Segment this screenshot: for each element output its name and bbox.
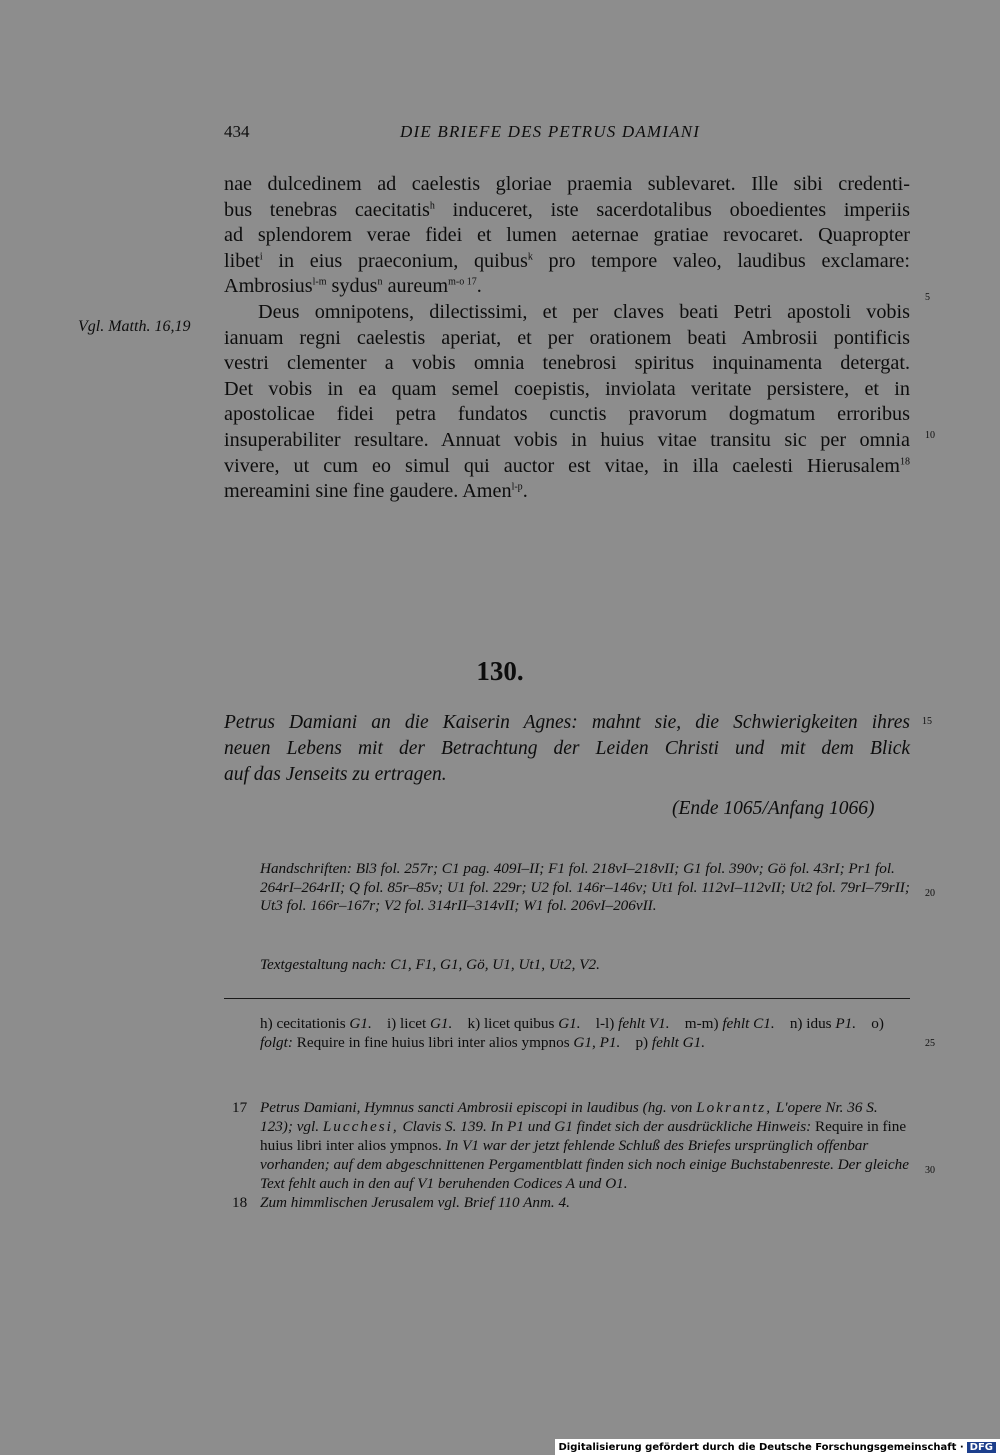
- body-line: ad splendorem verae fidei et lumen aeternae gratiae revocaret. Quapropter: [224, 224, 910, 247]
- line-number: 15: [922, 716, 932, 727]
- body-line: libet$^i$ in eius praeconium, quibus$^k$ pro tempore valeo, laudibus exclamare:: [224, 249, 910, 272]
- letter-summary: [224, 710, 910, 788]
- footnote-18: 18 Zum himmlischen Jerusalem vgl. Brief 110 Anm. 4.: [232, 1194, 570, 1211]
- summary-line: neuen Lebens mit der Betrachtung der Leiden Christi und mit dem Blick: [224, 738, 910, 759]
- body-line: Ambrosius$^{l-m}$ sydus$^n$ aureum$^{m-o 17}$.: [224, 275, 482, 298]
- letter-date: (Ende 1065/Anfang 1066): [672, 798, 875, 819]
- page-number: 434: [224, 122, 250, 141]
- text-basis: Textgestaltung nach: C1, F1, G1, Gö, U1, Ut1, Ut2, V2.: [260, 956, 600, 973]
- critical-apparatus: h) cecitationis G1. i) licet G1. k) licet quibus G1. l-l) fehlt V1. m-m) fehlt C1. n) idus P1. o) folgt: Require in fine huius libri inter alios ympnos G1, P1. p) fehlt G1.: [260, 1015, 884, 1051]
- body-line: apostolicae fidei petra fundatos cunctis pravorum dogmatum erroribus: [224, 403, 910, 426]
- line-number: 30: [925, 1165, 935, 1176]
- body-line: Det vobis in ea quam semel coepistis, inviolata veritate persistere, et in: [224, 377, 910, 400]
- footnote-17: 17 Petrus Damiani, Hymnus sancti Ambrosii episcopi in laudibus (hg. von Lokrantz, L'opere Nr. 36 S. 123); vgl. Lucchesi, Clavis S. 139. In P1 und G1 findet sich der ausdrückliche Hinweis: Require in fine huius libri inter alios ympnos. In V1 war der jetzt fehlende Schluß des Briefes ursprünglich offenbar vorhanden; auf dem abgeschnittenen Pergamentblatt finden sich noch einige Buchstabenreste. Der gleiche Text fehlt auch in den auf V1 beruhenden Codices A und O1.: [232, 1099, 909, 1192]
- body-line: bus tenebras caecitatis$^h$ induceret, iste sacerdotalibus oboedientes imperiis: [224, 198, 910, 221]
- footnote-divider: [224, 998, 910, 999]
- body-line: insuperabiliter resultare. Annuat vobis in huius vitae transitu sic per omnia: [224, 428, 910, 451]
- body-line: ianuam regni caelestis aperiat, et per orationem beati Ambrosii pontificis: [224, 326, 910, 349]
- summary-line: Petrus Damiani an die Kaiserin Agnes: mahnt sie, die Schwierigkeiten ihres: [224, 712, 910, 733]
- manuscripts-list: Handschriften: Bl3 fol. 257r; C1 pag. 409I–II; F1 fol. 218vI–218vII; G1 fol. 390v; Gö fol. 43rI; Pr1 fol. 264rI–264rII; Q fol. 85r–85v; U1 fol. 229r; U2 fol. 146r–146v; Ut1 fol. 112vI–112vII; Ut2 fol. 79rI–79rII; Ut3 fol. 166r–167r; V2 fol. 314rII–314vII; W1 fol. 206vI–206vII.: [260, 860, 910, 914]
- running-title: DIE BRIEFE DES PETRUS DAMIANI: [400, 122, 701, 141]
- line-number: 25: [925, 1038, 935, 1049]
- body-line: mereamini sine fine gaudere. Amen$^{l-p}$.: [224, 480, 528, 503]
- margin-reference: Vgl. Matth. 16,19: [78, 318, 191, 335]
- line-number: 10: [925, 430, 935, 441]
- body-line: Deus omnipotens, dilectissimi, et per claves beati Petri apostoli vobis: [258, 300, 910, 323]
- body-line: vivere, ut cum eo simul qui auctor est vitae, in illa caelesti Hierusalem$^{18}$: [224, 454, 910, 477]
- letter-body-text: [224, 172, 910, 505]
- body-line: nae dulcedinem ad caelestis gloriae praemia sublevaret. Ille sibi credenti-: [224, 173, 910, 195]
- summary-line: auf das Jenseits zu ertragen.: [224, 764, 447, 785]
- letter-number: 130.: [476, 656, 524, 686]
- dfg-logo: DFG: [967, 1442, 996, 1453]
- body-line: vestri clementer a vobis omnia tenebrosi spiritus inquinamenta detergat.: [224, 352, 910, 375]
- footer-text: Digitalisierung gefördert durch die Deutsche Forschungsgemeinschaft ·: [558, 1441, 964, 1453]
- line-number: 20: [925, 888, 935, 899]
- line-number: 5: [925, 292, 930, 303]
- footnotes: [224, 1098, 910, 1212]
- digitization-footer: [555, 1439, 1000, 1455]
